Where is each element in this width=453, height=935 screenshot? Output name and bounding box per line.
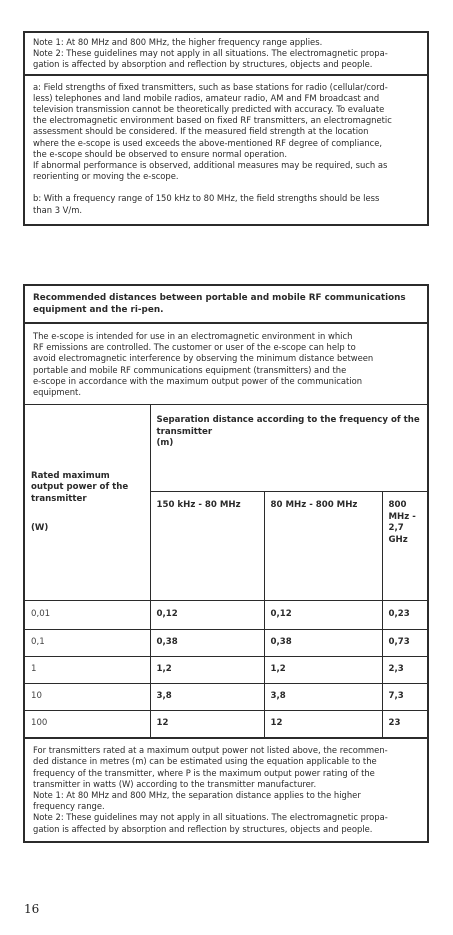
freq-label: 2,7 xyxy=(388,523,404,534)
rated-power-header xyxy=(25,405,150,601)
freq-label: MHz - xyxy=(388,511,416,522)
value-cell: 12 xyxy=(264,711,382,738)
footer-line: Note 2: These guidelines may not apply in all situations. The electromagnetic propa- xyxy=(33,812,388,823)
value-cell: 0,73 xyxy=(382,630,427,657)
note-line: gation is affected by absorption and reflection by structures, objects and people. xyxy=(33,59,373,70)
freq-header xyxy=(382,492,427,601)
value-cell: 0,12 xyxy=(264,601,382,630)
value-cell: 1,2 xyxy=(264,657,382,684)
footnote-a-line: assessment should be considered. If the measured field strength at the location xyxy=(33,126,369,137)
value-cell: 0,12 xyxy=(150,601,264,630)
freq-label: 800 xyxy=(388,500,407,511)
power-cell: 0,01 xyxy=(25,601,150,630)
footnote-a-line: the electromagnetic environment based on fixed RF transmitters, an electromagnetic xyxy=(33,115,392,126)
power-cell: 100 xyxy=(25,711,150,738)
value-cell: 12 xyxy=(150,711,264,738)
table-row xyxy=(25,601,427,630)
value-cell: 0,23 xyxy=(382,601,427,630)
footer-line: Note 1: At 80 MHz and 800 MHz, the separation distance applies to the higher xyxy=(33,790,361,801)
freq-label: 150 kHz - 80 MHz xyxy=(156,500,241,511)
footer-line: transmitter in watts (W) according to the transmitter manufacturer. xyxy=(33,778,317,789)
footer-line: gation is affected by absorption and reflection by structures, objects and people. xyxy=(33,823,373,834)
header-line: Rated maximum xyxy=(31,470,110,481)
table-header-row xyxy=(25,405,427,492)
footnote-a-line: reorienting or moving the e-scope. xyxy=(33,171,179,182)
notes-box xyxy=(23,31,429,226)
intro-line: equipment. xyxy=(33,387,81,398)
distances-box xyxy=(23,284,429,843)
note-line: Note 1: At 80 MHz and 800 MHz, the higher frequency range applies. xyxy=(33,37,323,47)
value-cell: 2,3 xyxy=(382,657,427,684)
distance-table-wrap xyxy=(25,404,427,738)
rated-unit: (W) xyxy=(31,523,49,534)
title-line: equipment and the ri-pen. xyxy=(33,305,164,315)
footer-line: For transmitters rated at a maximum output power not listed above, the recommen- xyxy=(33,745,388,756)
page-number: 16 xyxy=(24,902,40,916)
footnotes-section xyxy=(25,74,427,224)
footnote-a-line: less) telephones and land mobile radios, amateur radio, AM and FM broadcast and xyxy=(33,92,380,103)
table-row xyxy=(25,630,427,657)
value-cell: 0,38 xyxy=(264,630,382,657)
header-line: output power of the xyxy=(31,482,129,493)
freq-header xyxy=(264,492,382,601)
footnote-a-line: where the e-scope is used exceeds the above-mentioned RF degree of compliance, xyxy=(33,137,383,148)
footer-line: frequency of the transmitter, where P is the maximum output power rating of the xyxy=(33,767,375,778)
value-cell: 1,2 xyxy=(150,657,264,684)
footnote-a-line: the e-scope should be observed to ensure normal operation. xyxy=(33,148,287,159)
footer-line: ded distance in metres (m) can be estimated using the equation applicable to the xyxy=(33,756,377,767)
freq-label: 80 MHz - 800 MHz xyxy=(270,500,358,511)
header-line: (m) xyxy=(156,438,174,449)
freq-label: GHz xyxy=(388,534,408,545)
footer-notes xyxy=(25,738,427,841)
value-cell: 3,8 xyxy=(150,684,264,711)
header-line: transmitter xyxy=(156,426,213,437)
value-cell: 3,8 xyxy=(264,684,382,711)
footnote-a-line: television transmission cannot be theoretically predicted with accuracy. To evaluate xyxy=(33,104,385,115)
footer-line: frequency range. xyxy=(33,801,105,812)
value-cell: 0,38 xyxy=(150,630,264,657)
value-cell: 23 xyxy=(382,711,427,738)
distance-table xyxy=(25,405,427,738)
footnote-b-line: b: With a frequency range of 150 kHz to 80 MHz, the field strengths should be less xyxy=(33,193,380,204)
freq-header xyxy=(150,492,264,601)
table-row xyxy=(25,657,427,684)
intro-line: avoid electromagnetic interference by observing the minimum distance between xyxy=(33,353,374,364)
value-cell: 7,3 xyxy=(382,684,427,711)
intro-line: The e-scope is intended for use in an electromagnetic environment in which xyxy=(33,331,353,341)
spacer xyxy=(33,182,419,193)
footnote-a-line: a: Field strengths of fixed transmitters, such as base stations for radio (cellular/cord- xyxy=(33,81,388,92)
footnote-b-line: than 3 V/m. xyxy=(33,204,83,215)
power-cell: 1 xyxy=(25,657,150,684)
intro-line: portable and mobile RF communications equipment (transmitters) and the xyxy=(33,364,347,375)
separation-header xyxy=(150,405,427,492)
header-line: transmitter xyxy=(31,493,87,504)
note-line: Note 2: These guidelines may not apply in all situations. The electromagnetic propa- xyxy=(33,48,388,59)
intro-text xyxy=(25,322,427,404)
header-line: Separation distance according to the frequency of the xyxy=(156,415,420,426)
notes-section xyxy=(25,33,427,74)
title-line: Recommended distances between portable and mobile RF communications xyxy=(33,293,406,303)
footnote-a-line: If abnormal performance is observed, additional measures may be required, such as xyxy=(33,160,388,171)
table-row xyxy=(25,684,427,711)
power-cell: 0,1 xyxy=(25,630,150,657)
distances-title xyxy=(25,286,427,322)
intro-line: e-scope in accordance with the maximum output power of the communication xyxy=(33,375,363,386)
table-row xyxy=(25,711,427,738)
power-cell: 10 xyxy=(25,684,150,711)
intro-line: RF emissions are controlled. The customer or user of the e-scope can help to xyxy=(33,342,356,353)
